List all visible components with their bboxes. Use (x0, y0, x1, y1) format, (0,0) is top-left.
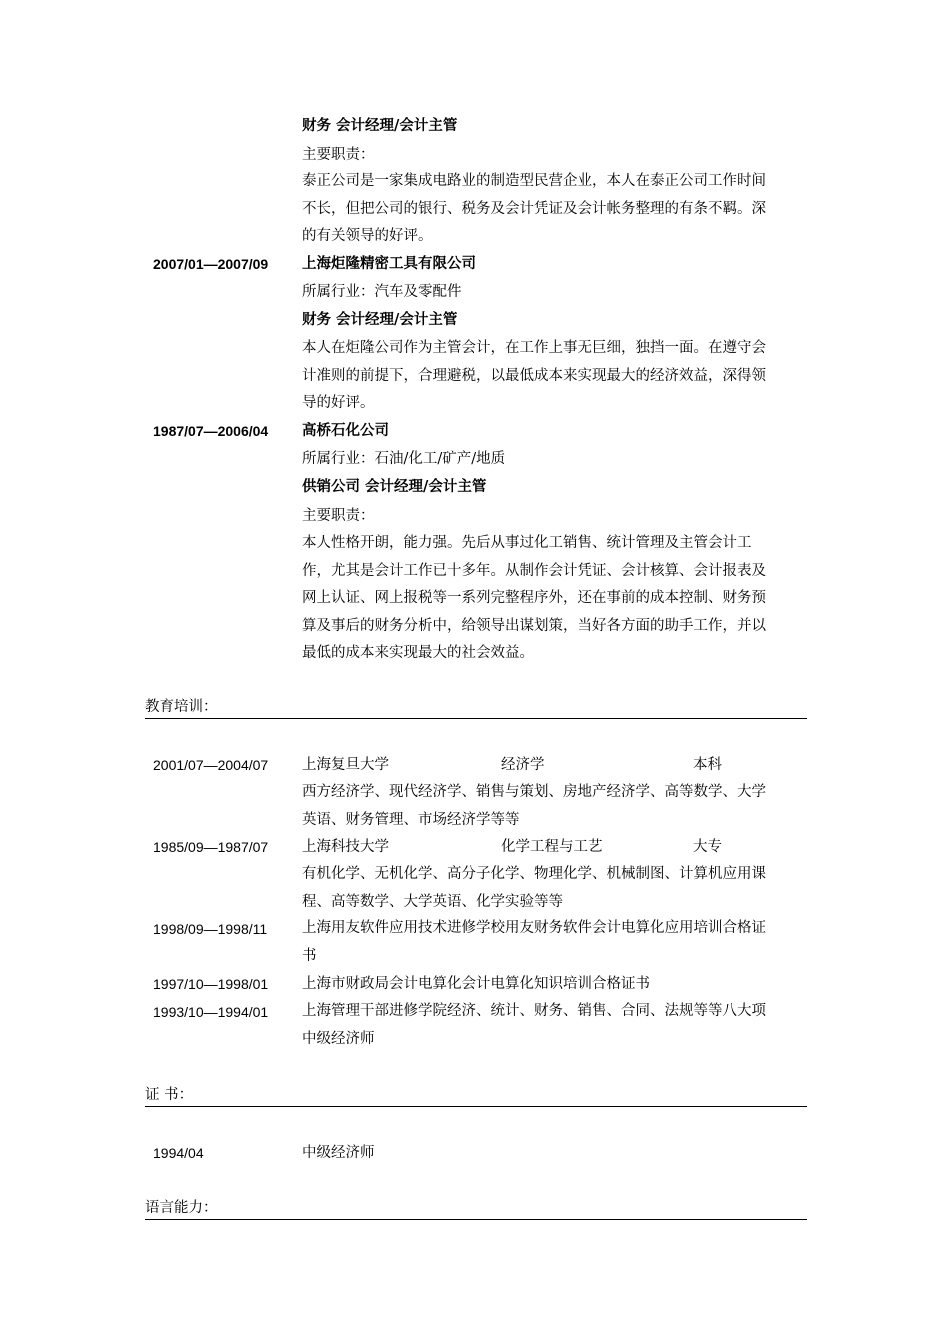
section-title: 证 书： (145, 1087, 194, 1103)
description-line: 本人性格开朗，能力强。先后从事过化工销售、统计管理及主管会计工 (302, 535, 752, 551)
description-line: 的有关领导的好评。 (302, 228, 433, 244)
training-period: 1997/10—1998/01 (153, 976, 269, 992)
description-line: 本人在炬隆公司作为主管会计，在工作上事无巨细，独挡一面。在遵守会 (302, 340, 766, 356)
industry: 所属行业：汽车及零配件 (302, 284, 462, 300)
industry: 所属行业：石油/化工/矿产/地质 (302, 451, 506, 467)
training-line: 上海用友软件应用技术进修学校用友财务软件会计电算化应用培训合格证 (302, 920, 766, 936)
school-name: 上海科技大学 (302, 839, 389, 855)
company-name: 高桥石化公司 (302, 422, 389, 439)
description-line: 作，尤其是会计工作已十多年。从制作会计凭证、会计核算、会计报表及 (302, 562, 766, 579)
courses-line: 有机化学、无机化学、高分子化学、物理化学、机械制图、计算机应用课 (302, 866, 766, 882)
job-description (302, 530, 814, 668)
school-name: 上海复旦大学 (302, 757, 389, 773)
courses-line: 英语、财务管理、市场经济学等等 (302, 811, 520, 828)
job-position: 财务 会计经理/会计主管 (302, 117, 458, 134)
major: 化学工程与工艺 (501, 839, 603, 855)
degree: 大专 (693, 839, 722, 855)
duties-label: 主要职责： (302, 508, 375, 524)
job-description (302, 168, 814, 251)
training-line: 中级经济师 (302, 1030, 375, 1047)
description-line: 网上认证、网上报税等一系列完整程序外，还在事前的成本控制、财务预 (302, 590, 766, 606)
education-period: 1985/09—1987/07 (153, 839, 269, 855)
duties-label: 主要职责： (302, 147, 375, 163)
training-line: 书 (302, 947, 317, 964)
courses-line: 程、高等数学、大学英语、化学实验等等 (302, 893, 563, 910)
work-period: 1987/07—2006/04 (153, 423, 269, 439)
description-line: 泰正公司是一家集成电路业的制造型民营企业，本人在泰正公司工作时间 (302, 173, 766, 189)
courses (302, 779, 814, 834)
description-line: 导的好评。 (302, 395, 375, 411)
training-description (302, 915, 814, 970)
training-period: 1998/09—1998/11 (153, 921, 268, 937)
description-line: 不长，但把公司的银行、税务及会计凭证及会计帐务整理的有条不羁。深 (302, 200, 766, 217)
training-line: 上海管理干部进修学院经济、统计、财务、销售、合同、法规等等八大项 (302, 1003, 766, 1019)
section-title: 教育培训： (145, 699, 218, 715)
section-title: 语言能力： (145, 1200, 218, 1216)
description-line: 计准则的前提下，合理避税，以最低成本来实现最大的经济效益，深得领 (302, 367, 766, 384)
training-period: 1993/10—1994/01 (153, 1004, 269, 1020)
description-line: 算及事后的财务分析中，给领导出谋划策，当好各方面的助手工作，并以 (302, 617, 766, 634)
description-line: 最低的成本来实现最大的社会效益。 (302, 645, 534, 661)
courses (302, 861, 814, 916)
job-description (302, 335, 814, 418)
courses-line: 西方经济学、现代经济学、销售与策划、房地产经济学、高等数学、大学 (302, 784, 766, 800)
company-name: 上海炬隆精密工具有限公司 (302, 255, 476, 272)
certificates-section-heading (145, 1084, 807, 1107)
work-period: 2007/01—2007/09 (153, 256, 269, 272)
certificate-name: 中级经济师 (302, 1145, 375, 1161)
degree: 本科 (693, 757, 722, 773)
education-period: 2001/07—2004/07 (153, 757, 269, 773)
education-section-heading (145, 696, 807, 719)
languages-section-heading (145, 1197, 807, 1220)
job-position: 财务 会计经理/会计主管 (302, 311, 458, 328)
training-description (302, 998, 814, 1053)
major: 经济学 (501, 757, 545, 773)
training-description: 上海市财政局会计电算化会计电算化知识培训合格证书 (302, 976, 650, 992)
job-position: 供销公司 会计经理/会计主管 (302, 478, 487, 495)
certificate-date: 1994/04 (153, 1145, 204, 1161)
